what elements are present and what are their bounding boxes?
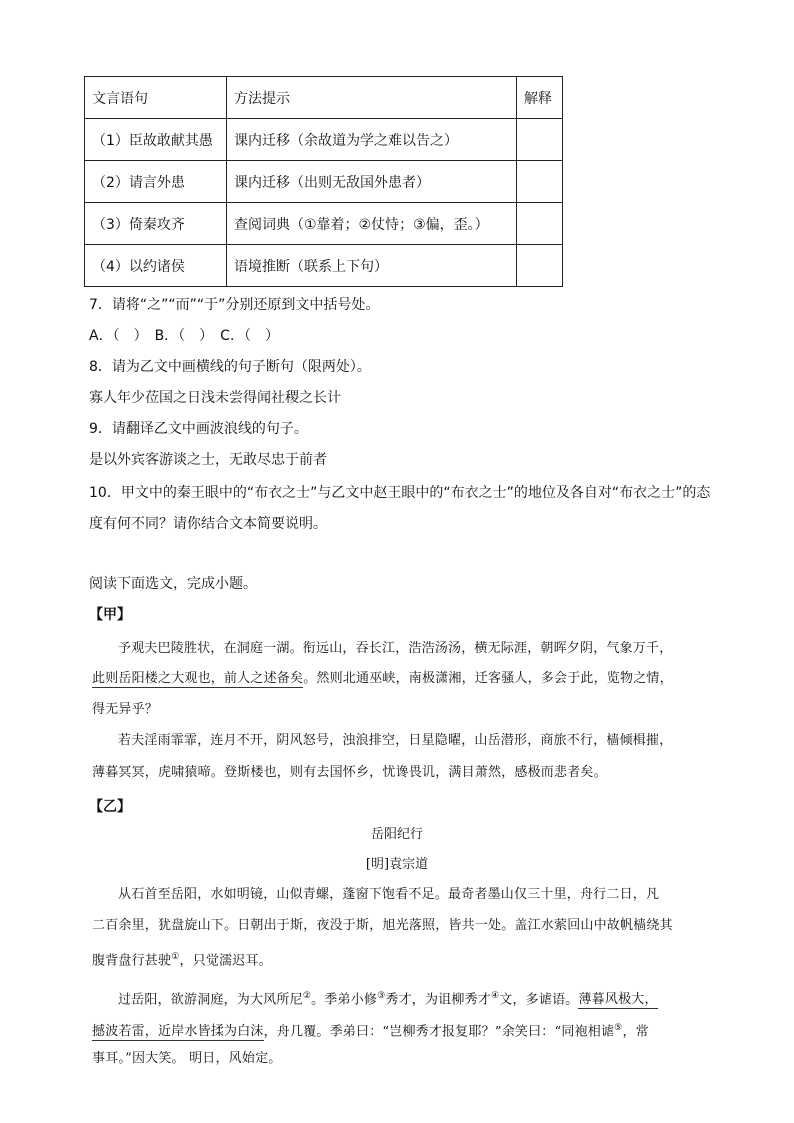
yi-line: 撼波若雷，近岸水皆揉为白沫，舟几覆。季弟曰：“岂柳秀才报复耶？”余笑曰：“同袍相谑⑤，常	[92, 1023, 649, 1040]
yi-author: [明]袁宗道	[365, 857, 429, 872]
table-row	[85, 203, 563, 245]
jia-line: 若夫淫雨霏霏，连月不开，阴风怒号，浊浪排空，日星隐曜，山岳潜形，商旅不行，樯倾楫摧，	[118, 733, 673, 748]
question-9: 9．请翻译乙文中画波浪线的句子。	[89, 421, 308, 437]
row-method: 课内迁移（出则无敌国外患者）	[227, 161, 517, 203]
yi-underlined-sentence: 薄暮风极大，	[578, 992, 658, 1008]
row-sentence: （1）臣故敢献其愚	[85, 119, 227, 161]
passage-jia-label: 【甲】	[89, 607, 131, 623]
row-method: 语境推断（联系上下句）	[227, 245, 517, 287]
passage-yi-label: 【乙】	[89, 799, 131, 815]
row-method: 查阅词典（①靠着；②仗恃；③偏，歪。）	[227, 203, 517, 245]
row-answer-cell[interactable]	[517, 119, 563, 161]
yi-line: 事耳。”因大笑。 明日，风始定。	[92, 1051, 282, 1066]
question-8: 8．请为乙文中画横线的句子断句（限两处）。	[89, 359, 371, 375]
footnote-mark: ③	[377, 991, 386, 1001]
yi-line: 二百余里，犹盘旋山下。日朝出于斯，夜没于斯，旭光落照，皆共一处。盖江水萦回山中故帆樯绕其	[92, 918, 673, 933]
footnote-mark: ②	[302, 991, 312, 1001]
header-explanation: 解释	[517, 77, 563, 119]
footnote-mark: ⑤	[614, 1023, 623, 1033]
question-7-options: A．（ ） B．（ ） C．（ ）	[89, 328, 279, 344]
table-row	[85, 245, 563, 287]
row-sentence: （4）以约诸侯	[85, 245, 227, 287]
yi-line: 过岳阳，欲游洞庭，为大风所尼②。季弟小修③秀才，为诅柳秀才④文，多谑语。薄暮风极大，	[118, 991, 658, 1008]
header-sentence: 文言语句	[85, 77, 227, 119]
row-answer-cell[interactable]	[517, 203, 563, 245]
jia-line: 予观夫巴陵胜状，在洞庭一湖。衔远山，吞长江，浩浩汤汤，横无际涯，朝晖夕阴，气象万千，	[118, 641, 673, 656]
question-8-sentence: 寡人年少莅国之日浅未尝得闻社稷之长计	[89, 390, 341, 406]
footnote-mark: ④	[491, 991, 500, 1001]
method-table	[84, 76, 563, 287]
yi-title: 岳阳纪行	[370, 827, 423, 842]
question-10-line1: 10．甲文中的秦王眼中的“布衣之士”与乙文中赵王眼中的“布衣之士”的地位及各自对“布衣之士”的态	[89, 485, 711, 501]
reading-intro: 阅读下面选文，完成小题。	[89, 576, 257, 592]
yi-line: 腹背盘行甚驶①，只觉濡迟耳。	[92, 952, 272, 969]
yi-underlined-sentence: 撼波若雷，近岸水皆揉为白沫	[92, 1024, 264, 1040]
footnote-mark: ①	[171, 952, 180, 962]
yi-line: 从石首至岳阳，水如明镜，山似青螺，蓬窗下饱看不足。最奇者墨山仅三十里，舟行二日，凡	[118, 887, 660, 902]
row-answer-cell[interactable]	[517, 161, 563, 203]
row-sentence: （3）倚秦攻齐	[85, 203, 227, 245]
row-method: 课内迁移（余故道为学之难以告之）	[227, 119, 517, 161]
row-answer-cell[interactable]	[517, 245, 563, 287]
row-sentence: （2）请言外患	[85, 161, 227, 203]
question-10-line2: 度有何不同？请你结合文本简要说明。	[89, 516, 327, 532]
jia-underlined-sentence: 此则岳阳楼之大观也，前人之述备矣	[92, 671, 304, 686]
header-method: 方法提示	[227, 77, 517, 119]
jia-line: 薄暮冥冥，虎啸猿啼。登斯楼也，则有去国怀乡，忧谗畏讥，满目萧然，感极而悲者矣。	[92, 765, 607, 780]
table-header-row	[85, 77, 563, 119]
jia-line: 此则岳阳楼之大观也，前人之述备矣。然则北通巫峡，南极潇湘，迁客骚人，多会于此，览物之情，	[92, 671, 673, 686]
table-row	[85, 119, 563, 161]
question-7: 7．请将“之”“而”“于”分别还原到文中括号处。	[89, 297, 380, 313]
question-9-sentence: 是以外宾客游谈之士，无敢尽忠于前者	[89, 452, 327, 468]
table-row	[85, 161, 563, 203]
jia-line: 得无异乎？	[92, 702, 159, 717]
